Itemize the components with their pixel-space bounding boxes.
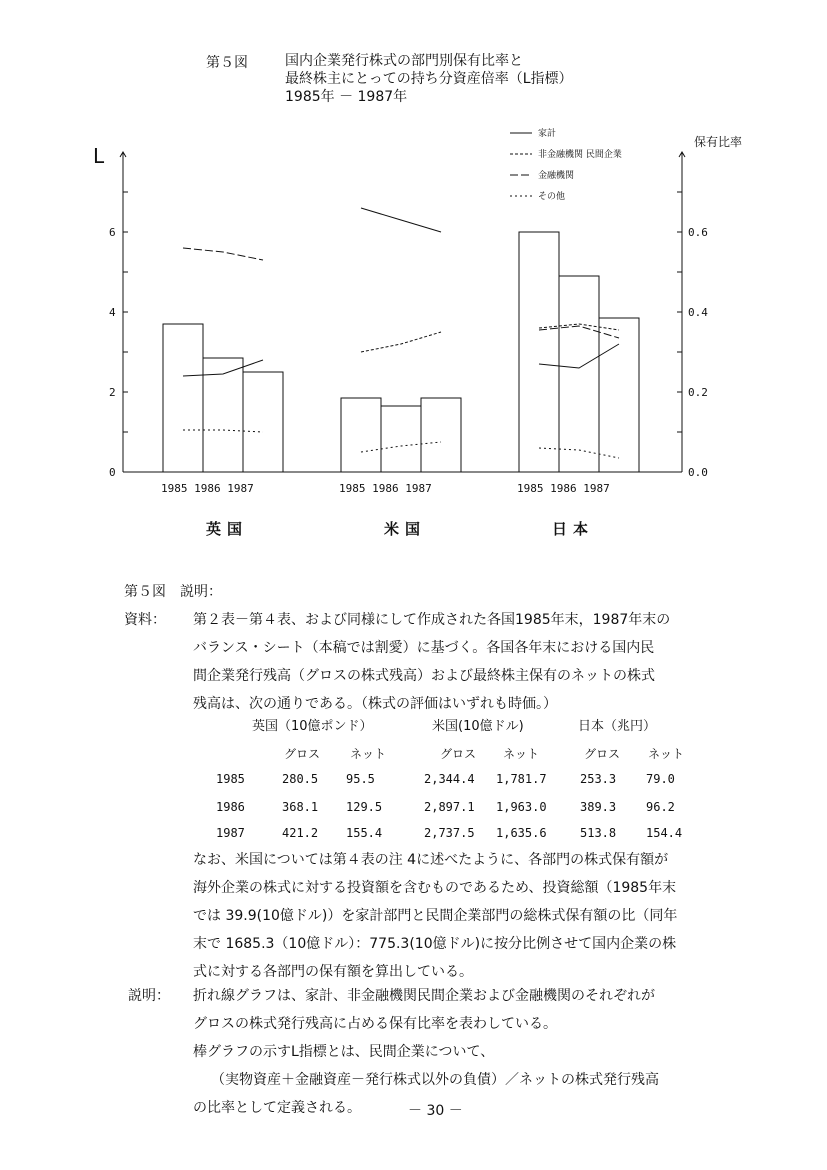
table-year: 1986 bbox=[216, 800, 245, 814]
legend-label: 金融機関 bbox=[538, 171, 575, 181]
table-cell: 2,897.1 bbox=[424, 800, 475, 814]
table-cell: 280.5 bbox=[282, 772, 319, 786]
table-cell: 253.3 bbox=[580, 772, 617, 786]
ratio-line bbox=[183, 248, 263, 260]
source-line: 間企業発行残高（グロスの株式残高）および最終株主保有のネットの株式 bbox=[193, 668, 655, 684]
table-cell: 513.8 bbox=[580, 826, 617, 840]
table-country-japan: 日本（兆円） bbox=[578, 719, 657, 734]
year-labels: 1985 1986 1987 bbox=[517, 482, 610, 495]
description-line: 折れ線グラフは、家計、非金融機関民間企業および金融機関のそれぞれが bbox=[193, 988, 655, 1004]
table-cell: 96.2 bbox=[646, 800, 675, 814]
bar-L bbox=[559, 276, 599, 472]
country-label-japan: 日本 bbox=[552, 520, 595, 538]
table-cell: 79.0 bbox=[646, 772, 675, 786]
description-label: 説明： bbox=[128, 988, 170, 1004]
ratio-line bbox=[361, 442, 441, 452]
table-cell: 129.5 bbox=[346, 800, 383, 814]
table-cell: 154.4 bbox=[646, 826, 683, 840]
figure-title-line-3: 1985年 － 1987年 bbox=[285, 89, 408, 105]
source-line: バランス・シート（本稿では割愛）に基づく。各国各年末における国内民 bbox=[193, 640, 655, 656]
ratio-line bbox=[539, 448, 619, 458]
description-line: 棒グラフの示すL指標とは、民間企業について、 bbox=[193, 1044, 495, 1060]
source-paragraph bbox=[193, 606, 670, 718]
bar-L bbox=[599, 318, 639, 472]
ratio-line bbox=[361, 332, 441, 352]
note-line: 末で 1685.3（10億ドル）：775.3(10億ドル)に按分比例させて国内企業の株 bbox=[193, 936, 677, 952]
left-tick-label: 4 bbox=[109, 306, 116, 319]
bar-L bbox=[421, 398, 461, 472]
country-label-us: 米国 bbox=[384, 520, 427, 538]
table-country-uk: 英国（10億ポンド） bbox=[252, 719, 373, 734]
table-country-us: 米国(10億ドル) bbox=[432, 719, 524, 734]
year-labels: 1985 1986 1987 bbox=[161, 482, 254, 495]
table-subheader: ネット bbox=[350, 747, 387, 761]
table-cell: 95.5 bbox=[346, 772, 375, 786]
table-subheader: グロス bbox=[584, 747, 621, 761]
table-cell: 1,963.0 bbox=[496, 800, 547, 814]
bar-L bbox=[243, 372, 283, 472]
left-axis-label: L bbox=[93, 144, 105, 168]
table-cell: 2,344.4 bbox=[424, 772, 475, 786]
right-tick-label: 0.4 bbox=[688, 306, 708, 319]
legend-label: 家計 bbox=[538, 129, 557, 139]
left-tick-label: 6 bbox=[109, 226, 116, 239]
right-axis-label: 保有比率 bbox=[694, 135, 743, 149]
source-label: 資料： bbox=[124, 612, 166, 628]
note-line: では 39.9(10億ドル)）を家計部門と民間企業部門の総株式保有額の比（同年 bbox=[193, 908, 678, 924]
ratio-line bbox=[183, 360, 263, 376]
note-line: 式に対する各部門の保有額を算出している。 bbox=[193, 964, 473, 980]
table-cell: 368.1 bbox=[282, 800, 319, 814]
bar-L bbox=[381, 406, 421, 472]
note-paragraph bbox=[193, 846, 677, 986]
description-line: グロスの株式発行残高に占める保有比率を表わしている。 bbox=[193, 1016, 557, 1032]
table-year: 1985 bbox=[216, 772, 245, 786]
ratio-line bbox=[183, 430, 263, 432]
table-subheader: ネット bbox=[648, 747, 685, 761]
explanation-heading: 第５図 説明： bbox=[124, 584, 222, 600]
country-label-uk: 英国 bbox=[206, 520, 249, 538]
figure-title-line-1: 国内企業発行株式の部門別保有比率と bbox=[285, 53, 523, 69]
bar-L bbox=[341, 398, 381, 472]
chart bbox=[0, 0, 827, 560]
bar-L bbox=[163, 324, 203, 472]
source-line: 第２表－第４表、および同様にして作成された各国1985年末，1987年末の bbox=[193, 612, 671, 628]
description-line: （実物資産＋金融資産－発行株式以外の負債）／ネットの株式発行残高 bbox=[211, 1072, 659, 1088]
table-cell: 1,781.7 bbox=[496, 772, 547, 786]
note-line: なお、米国については第４表の注 4に述べたように、各部門の株式保有額が bbox=[193, 852, 669, 868]
year-labels: 1985 1986 1987 bbox=[339, 482, 432, 495]
figure-number: 第５図 bbox=[206, 55, 248, 71]
table-cell: 155.4 bbox=[346, 826, 383, 840]
source-line: 残高は、次の通りである。（株式の評価はいずれも時価。） bbox=[193, 696, 557, 712]
note-line: 海外企業の株式に対する投資額を含むものであるため、投資総額（1985年末 bbox=[193, 880, 677, 896]
table-subheader: グロス bbox=[440, 747, 477, 761]
table-cell: 2,737.5 bbox=[424, 826, 475, 840]
table-subheader: グロス bbox=[284, 747, 321, 761]
left-tick-label: 0 bbox=[109, 466, 116, 479]
table-year: 1987 bbox=[216, 826, 245, 840]
ratio-line bbox=[539, 326, 619, 338]
table-cell: 389.3 bbox=[580, 800, 617, 814]
left-tick-label: 2 bbox=[109, 386, 116, 399]
legend-label: 非金融機関 民間企業 bbox=[538, 150, 622, 160]
right-tick-label: 0.2 bbox=[688, 386, 708, 399]
table-cell: 421.2 bbox=[282, 826, 319, 840]
table-subheader: ネット bbox=[503, 747, 540, 761]
figure-title-line-2: 最終株主にとっての持ち分資産倍率（L指標） bbox=[285, 71, 573, 87]
ratio-line bbox=[539, 344, 619, 368]
legend-label: その他 bbox=[538, 192, 566, 202]
right-tick-label: 0.0 bbox=[688, 466, 708, 479]
ratio-line bbox=[361, 208, 441, 232]
table-cell: 1,635.6 bbox=[496, 826, 547, 840]
right-tick-label: 0.6 bbox=[688, 226, 708, 239]
page-number: － 30 － bbox=[408, 1103, 463, 1119]
description-line: の比率として定義される。 bbox=[193, 1100, 361, 1116]
bar-L bbox=[519, 232, 559, 472]
